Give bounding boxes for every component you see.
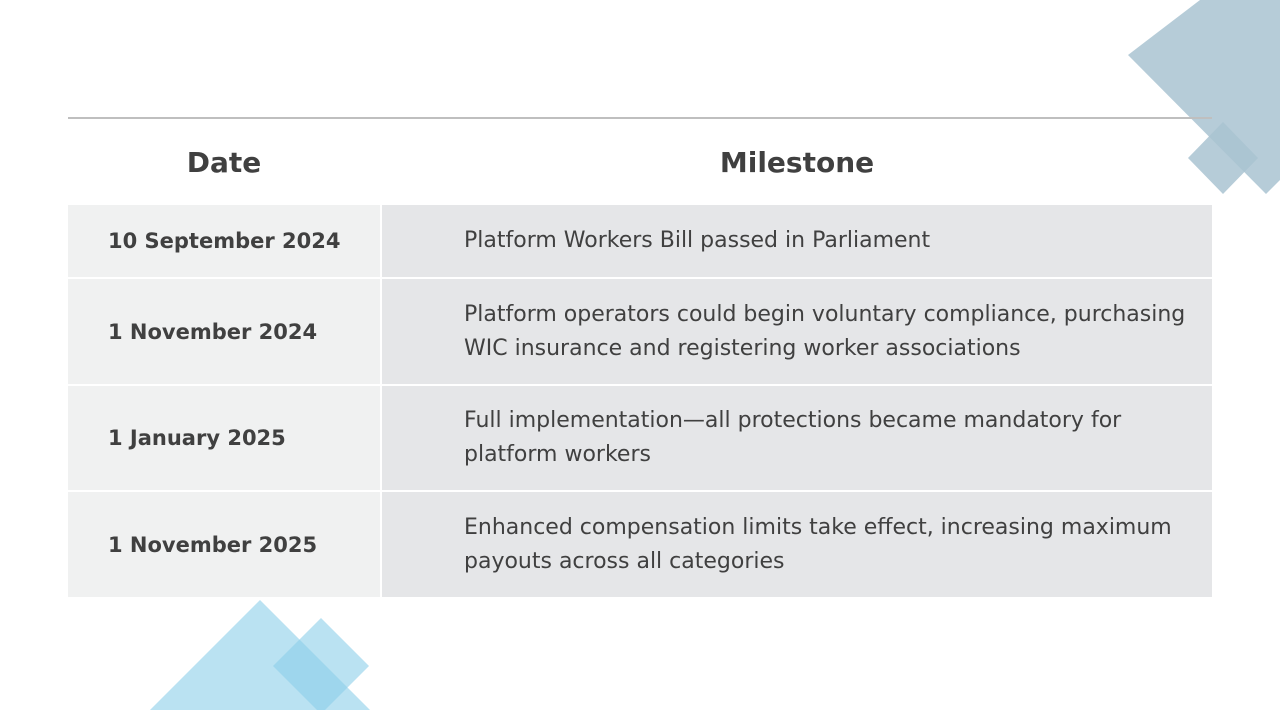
milestone-cell: Platform Workers Bill passed in Parliament — [382, 205, 1212, 277]
table-row — [68, 205, 1212, 277]
date-cell: 1 November 2024 — [68, 279, 380, 384]
table-row — [68, 492, 1212, 597]
date-cell: 10 September 2024 — [68, 205, 380, 277]
milestone-cell: Platform operators could begin voluntary compliance, purchasing WIC insurance and registering worker associations — [382, 279, 1212, 384]
milestone-cell: Full implementation—all protections became mandatory for platform workers — [382, 386, 1212, 490]
column-header-date: Date — [186, 145, 262, 179]
milestone-cell: Enhanced compensation limits take effect, increasing maximum payouts across all categories — [382, 492, 1212, 597]
table-row — [68, 279, 1212, 384]
date-cell: 1 November 2025 — [68, 492, 380, 597]
column-header-milestone: Milestone — [719, 145, 875, 179]
table-header-row — [68, 119, 1212, 205]
date-cell: 1 January 2025 — [68, 386, 380, 490]
decorative-diamonds-bottom-left — [140, 595, 380, 710]
table-row — [68, 386, 1212, 490]
